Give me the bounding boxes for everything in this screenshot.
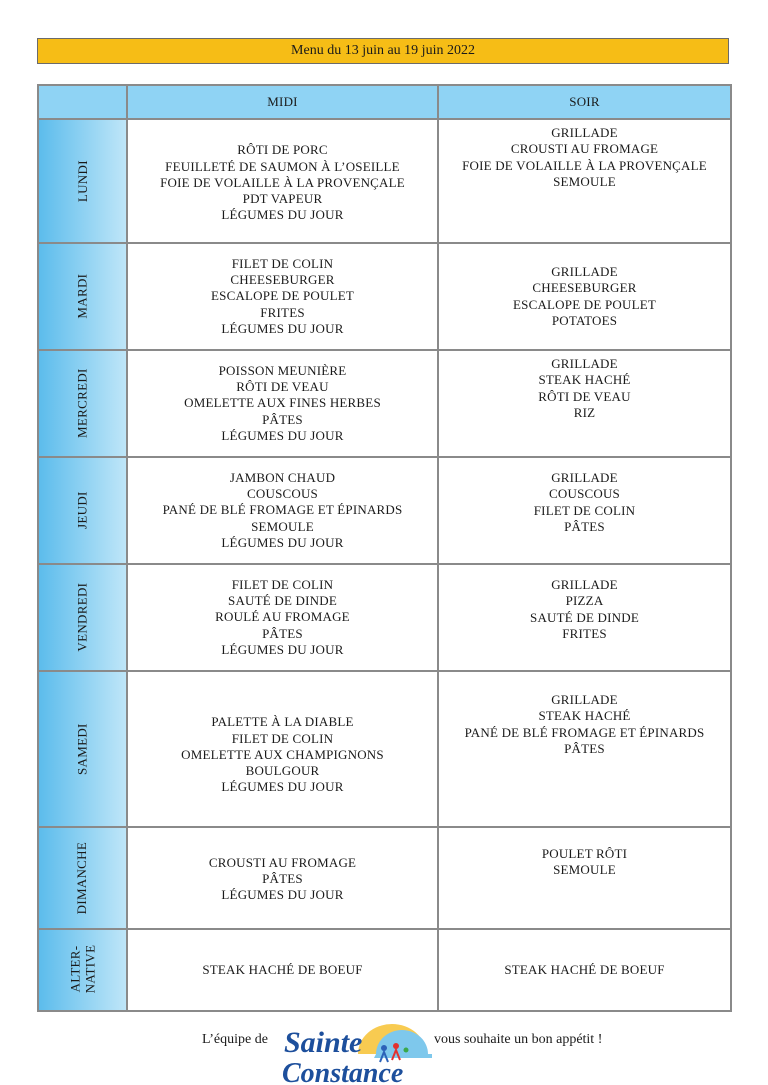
midi-cell: [127, 929, 438, 1011]
table-row-jeudi: [38, 457, 731, 564]
day-cell: [38, 827, 127, 929]
header-corner: [38, 85, 127, 119]
dish: CROUSTI AU FROMAGE: [208, 854, 357, 870]
dish: ROULÉ AU FROMAGE: [215, 609, 350, 625]
day-label-line: ALTER-: [67, 945, 83, 993]
day-cell: [38, 929, 127, 1011]
table-row-vendredi: [38, 564, 731, 671]
dish: SEMOULE: [553, 862, 616, 878]
dish: POTATOES: [551, 312, 618, 328]
dish: COUSCOUS: [549, 486, 620, 502]
day-label-line: NATIVE: [82, 944, 98, 994]
soir-cell: [438, 564, 731, 671]
dish: RÔTI DE VEAU: [538, 388, 631, 404]
dish: FOIE DE VOLAILLE À LA PROVENÇALE: [160, 174, 405, 190]
dish: PALETTE À LA DIABLE: [211, 714, 354, 730]
midi-cell: [127, 243, 438, 350]
footer-text-left: L’équipe de: [202, 1032, 268, 1047]
table-row-lundi: [38, 119, 731, 243]
logo-text-line1: Sainte: [284, 1026, 363, 1059]
dish: LÉGUMES DU JOUR: [221, 207, 344, 223]
soir-cell: [438, 671, 731, 827]
table-row-samedi: [38, 671, 731, 827]
dish: POULET RÔTI: [541, 846, 628, 861]
header-midi: MIDI: [127, 85, 438, 119]
dish: CROUSTI AU FROMAGE: [510, 141, 659, 157]
dish: POISSON MEUNIÈRE: [218, 362, 347, 378]
day-label: JEUDI: [74, 491, 90, 530]
table-row-mardi: [38, 243, 731, 350]
dish: ESCALOPE DE POULET: [513, 296, 656, 312]
midi-cell: [127, 564, 438, 671]
midi-cell: [127, 671, 438, 827]
dish: STEAK HACHÉ: [538, 708, 631, 724]
day-label: MERCREDI: [74, 368, 90, 439]
day-label: LUNDI: [74, 160, 90, 202]
day-cell: [38, 564, 127, 671]
menu-title: Menu du 13 juin au 19 juin 2022: [37, 38, 729, 64]
dish: PÂTES: [564, 518, 605, 534]
day-label: DIMANCHE: [74, 841, 90, 915]
dish: LÉGUMES DU JOUR: [221, 320, 344, 336]
dish: SAUTÉ DE DINDE: [228, 593, 337, 609]
dish: LÉGUMES DU JOUR: [221, 534, 344, 550]
dish: JAMBON CHAUD: [229, 469, 336, 485]
dish: OMELETTE AUX FINES HERBES: [184, 395, 381, 411]
dish: FILET DE COLIN: [231, 730, 334, 746]
dish: GRILLADE: [551, 576, 618, 592]
dish: PÂTES: [564, 740, 605, 756]
dish: SEMOULE: [251, 518, 314, 534]
day-cell: [38, 350, 127, 457]
dish: FILET DE COLIN: [231, 576, 334, 592]
dish: FEUILLETÉ DE SAUMON À L’OSEILLE: [165, 158, 400, 174]
midi-cell: [127, 457, 438, 564]
dish: COUSCOUS: [247, 486, 318, 502]
footer-text-right: vous souhaite un bon appétit !: [434, 1032, 603, 1047]
dish: RÔTI DE VEAU: [236, 379, 329, 395]
dish: PDT VAPEUR: [242, 191, 323, 207]
dish: STEAK HACHÉ: [538, 372, 631, 388]
dish: FOIE DE VOLAILLE À LA PROVENÇALE: [462, 157, 707, 173]
dish: STEAK HACHÉ DE BOEUF: [504, 961, 665, 977]
day-cell: [38, 243, 127, 350]
dish: LÉGUMES DU JOUR: [221, 887, 344, 903]
day-label: MARDI: [74, 274, 90, 319]
dish: GRILLADE: [551, 263, 618, 279]
dish: RIZ: [573, 404, 596, 420]
dish: LÉGUMES DU JOUR: [221, 641, 344, 657]
logo-text-line2: Constance: [282, 1058, 404, 1085]
dish: LÉGUMES DU JOUR: [221, 427, 344, 443]
soir-cell: [438, 827, 731, 929]
soir-cell: [438, 457, 731, 564]
dish: GRILLADE: [551, 356, 618, 371]
dish: FILET DE COLIN: [231, 255, 334, 271]
midi-cell: [127, 350, 438, 457]
table-row-mercredi: [38, 350, 731, 457]
dish: FRITES: [260, 304, 305, 320]
footer: [0, 1018, 768, 1085]
soir-cell: [438, 243, 731, 350]
dish: PANÉ DE BLÉ FROMAGE ET ÉPINARDS: [464, 724, 705, 740]
dish: PIZZA: [565, 593, 604, 609]
soir-cell: [438, 350, 731, 457]
header-row: [38, 85, 731, 119]
day-cell: [38, 457, 127, 564]
dish: FILET DE COLIN: [533, 502, 636, 518]
dish: LÉGUMES DU JOUR: [221, 779, 344, 795]
dish: ESCALOPE DE POULET: [211, 288, 354, 304]
header-soir: SOIR: [438, 85, 731, 119]
dish: CHEESEBURGER: [230, 272, 335, 288]
dish: GRILLADE: [551, 469, 618, 485]
day-label: SAMEDI: [74, 723, 90, 775]
dish: PANÉ DE BLÉ FROMAGE ET ÉPINARDS: [162, 502, 403, 518]
day-label: VENDREDI: [74, 583, 90, 652]
dish: RÔTI DE PORC: [237, 142, 328, 158]
soir-cell: [438, 119, 731, 243]
day-cell: [38, 671, 127, 827]
dish: SEMOULE: [553, 173, 616, 189]
menu-table: [37, 84, 732, 1012]
day-cell: [38, 119, 127, 243]
midi-cell: [127, 119, 438, 243]
table-row-alternative: [38, 929, 731, 1011]
sainte-constance-logo: [280, 1018, 432, 1085]
dish: BOULGOUR: [245, 763, 320, 779]
dish: PÂTES: [262, 411, 303, 427]
dish: STEAK HACHÉ DE BOEUF: [202, 961, 363, 977]
dish: GRILLADE: [551, 125, 618, 140]
dish: CHEESEBURGER: [532, 280, 637, 296]
dish: FRITES: [562, 625, 607, 641]
day-label: [68, 945, 98, 994]
table-row-dimanche: [38, 827, 731, 929]
dish: GRILLADE: [551, 692, 618, 707]
midi-cell: [127, 827, 438, 929]
dish: SAUTÉ DE DINDE: [530, 609, 639, 625]
dish: PÂTES: [262, 870, 303, 886]
dish: PÂTES: [262, 625, 303, 641]
dish: OMELETTE AUX CHAMPIGNONS: [181, 746, 384, 762]
soir-cell: [438, 929, 731, 1011]
